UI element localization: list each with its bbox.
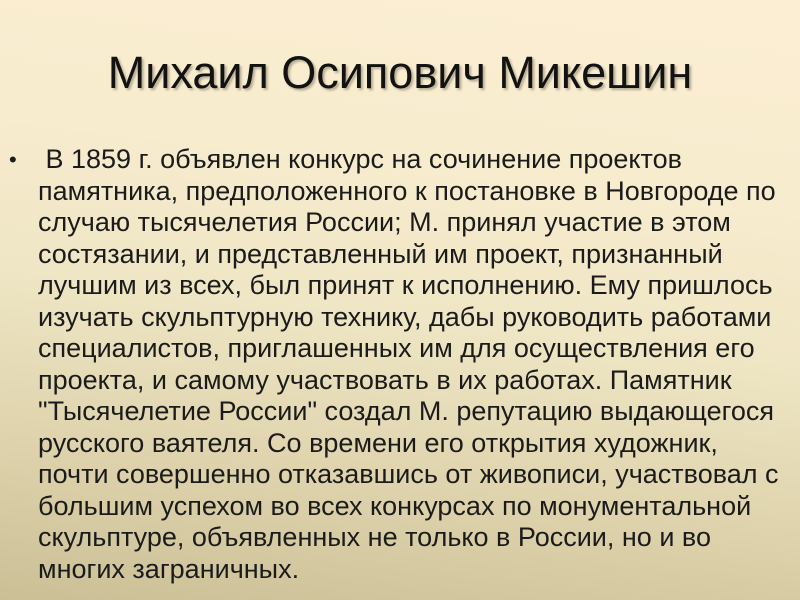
text-line: русского ваятеля. Со времени его открытия художник, [38,427,718,458]
slide-body-paragraph [38,144,798,585]
text-line: "Тысячелетие России" создал М. репутацию выдающегося [38,396,774,426]
text-line: памятника, предположенного к постановке в Новгороде по [38,175,776,206]
text-line: многих заграничных. [38,553,300,584]
text-line: скульптуре, объявленных не только в России, но и во [38,522,711,552]
text-line: специалистов, приглашенных им для осуществления его [38,333,755,363]
slide-title: Михаил Осипович Микешин [107,47,693,98]
text-line: большим успехом во всех конкурсах по монументальной [38,490,752,521]
text-line: состязании, и представленный им проект, признанный [38,238,723,269]
text-line: В 1859 г. объявлен конкурс на сочинение проектов [38,144,682,174]
text-line: лучшим из всех, был принят к исполнению. Ему пришлось [38,270,773,300]
text-line: проекта, и самому участвовать в их работах. Памятник [38,364,732,395]
text-line: изучать скульптурную технику, дабы руководить работами [38,301,772,332]
text-line: почти совершенно отказавшись от живописи, участвовал с [38,459,779,489]
text-line: случаю тысячелетия России; М. принял участие в этом [38,207,731,237]
bullet-icon: • [9,147,17,172]
